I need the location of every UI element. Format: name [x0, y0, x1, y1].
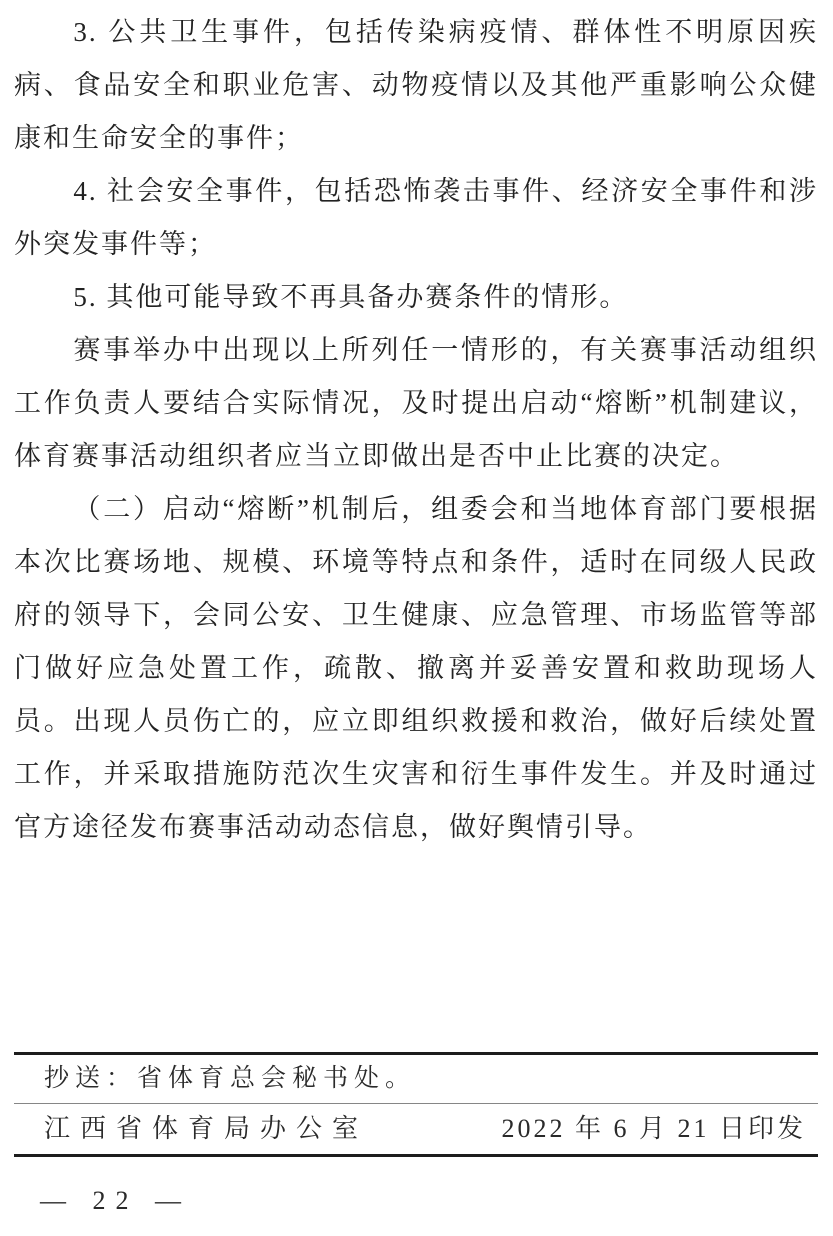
paragraph-item-3-public-health: 3. 公共卫生事件，包括传染病疫情、群体性不明原因疾病、食品安全和职业危害、动物疫情以及其他严重影响公众健康和生命安全的事件；	[14, 17, 818, 153]
paragraph-item-5-other: 5. 其他可能导致不再具备办赛条件的情形。	[73, 282, 629, 312]
document-footer	[14, 1052, 818, 1157]
issuing-office: 江西省体育局办公室	[44, 1114, 369, 1143]
document-body	[14, 6, 818, 854]
issuer-line	[14, 1104, 818, 1154]
page-number: — 22 —	[40, 1186, 191, 1215]
paragraph-item-4-social-security: 4. 社会安全事件，包括恐怖袭击事件、经济安全事件和涉外突发事件等；	[14, 176, 818, 259]
print-date: 2022 年 6 月 21 日印发	[501, 1114, 806, 1143]
paragraph-circuit-breaker-decision: 赛事举办中出现以上所列任一情形的，有关赛事活动组织工作负责人要结合实际情况，及时提出启动“熔断”机制建议，体育赛事活动组织者应当立即做出是否中止比赛的决定。	[14, 335, 818, 471]
copy-to-line: 抄送：省体育总会秘书处。	[44, 1065, 417, 1092]
footer-bottom-rule	[14, 1154, 818, 1157]
paragraph-section-two-response: （二）启动“熔断”机制后，组委会和当地体育部门要根据本次比赛场地、规模、环境等特点和条件，适时在同级人民政府的领导下，会同公安、卫生健康、应急管理、市场监管等部门做好应急处置工作，疏散、撤离并妥善安置和救助现场人员。出现人员伤亡的，应立即组织救援和救治，做好后续处置工作，并采取措施防范次生灾害和衍生事件发生。并及时通过官方途径发布赛事活动动态信息，做好舆情引导。	[14, 494, 818, 842]
